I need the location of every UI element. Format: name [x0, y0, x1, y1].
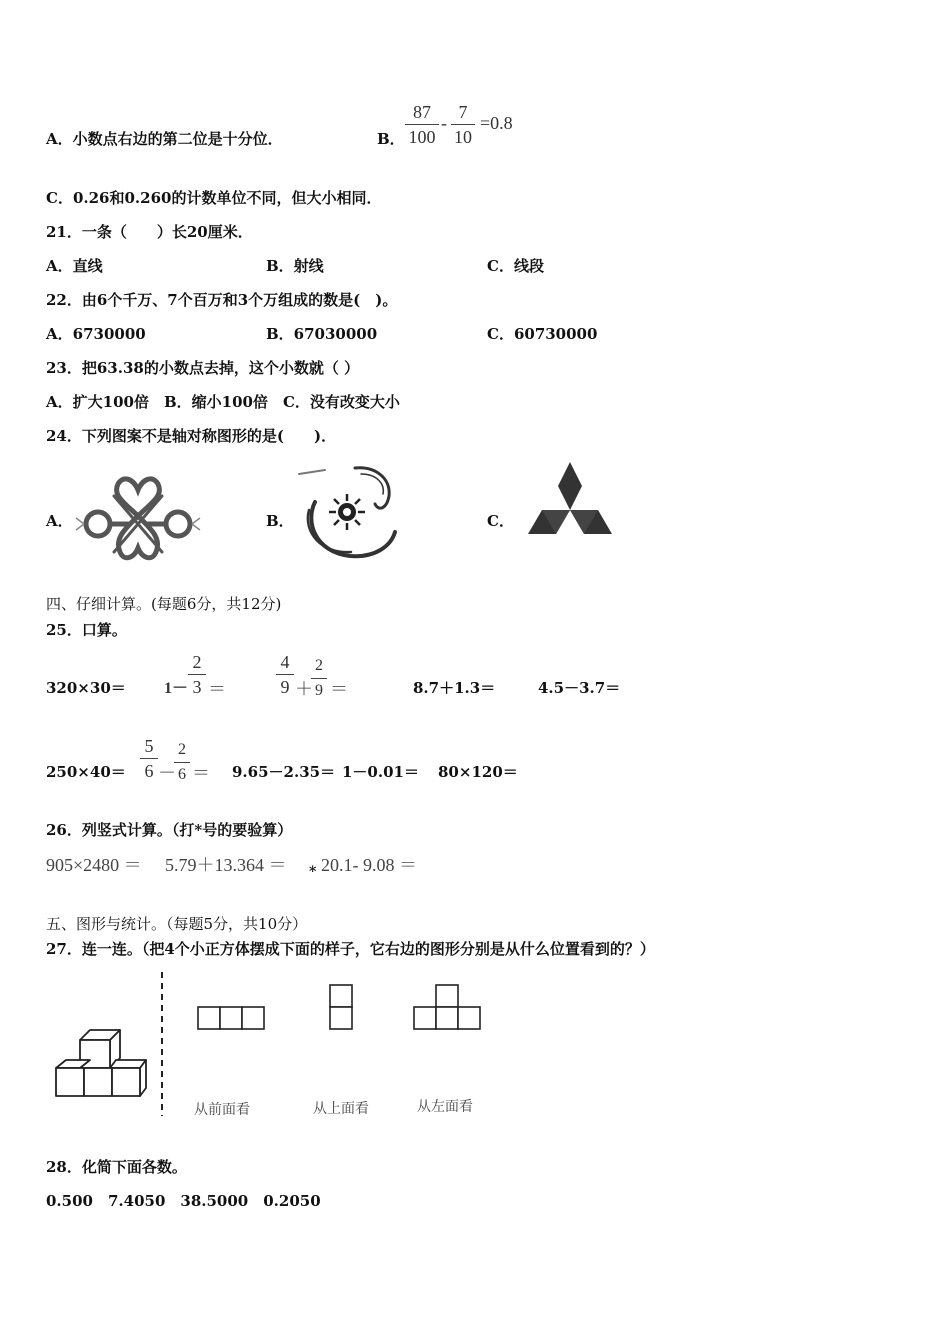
front-view-caption: 从前面看: [194, 1102, 250, 1118]
q26-stem: 26．列竖式计算。（打*号的要验算）: [46, 821, 293, 839]
top-view-image: [326, 982, 356, 1032]
q20-frac1-numerator: 87: [413, 102, 431, 122]
q25-expr-3-numerator-1: 4: [280, 652, 290, 672]
q26-expr-1: 905×2480 ＝: [46, 855, 142, 875]
q21-option-a: A．直线: [46, 257, 103, 275]
q20-option-a: A．小数点右边的第二位是十分位．: [46, 130, 283, 148]
q25-expr-7-minus: －: [158, 763, 176, 783]
q25-expr-3-denominator-1: 9: [280, 677, 290, 697]
q25-expr-7-equals: ＝: [192, 763, 210, 783]
q22-option-a: A．6730000: [46, 325, 146, 343]
q28-numbers: 0.500 7.4050 38.5000 0.2050: [46, 1192, 321, 1210]
swirl-emblem-image: [295, 462, 403, 562]
q25-expr-5: 4.5－3.7＝: [538, 679, 621, 697]
q25-expr-3-numerator-2: 2: [315, 657, 323, 674]
q20-option-b-fraction-2: [451, 102, 475, 147]
q25-expr-7-numerator-1: 5: [144, 736, 154, 756]
section-4-title: 四、仔细计算。(每题6分，共12分): [46, 595, 282, 613]
q24-option-c-label: C．: [487, 512, 514, 530]
q25-expr-2-prefix: 1－: [164, 680, 189, 697]
q25-expr-7-denominator-2: 6: [178, 766, 186, 783]
q25-expr-2-fraction: [188, 652, 206, 697]
q26-check-star: *: [309, 864, 317, 880]
q25-expr-3-fraction-2: [311, 656, 327, 701]
q22-option-c: C．60730000: [487, 325, 598, 343]
left-view-caption: 从左面看: [417, 1099, 473, 1115]
q23-options: A．扩大100倍 B．缩小100倍 C．没有改变大小: [46, 393, 400, 411]
q20-option-c: C．0.26和0.260的计数单位不同，但大小相同．: [46, 189, 382, 207]
q25-expr-6: 250×40＝: [46, 763, 126, 781]
q23-stem: 23．把63.38的小数点去掉，这个小数就（ ）: [46, 359, 360, 377]
q20-option-b-fraction-1: [405, 102, 439, 147]
q25-expr-8: 9.65－2.35＝: [232, 763, 336, 781]
q25-expr-4: 8.7＋1.3＝: [413, 679, 496, 697]
q20-option-b-result: =0.8: [480, 113, 513, 133]
q25-stem: 25．口算。: [46, 621, 127, 639]
q25-expr-3-fraction-1: [276, 652, 294, 697]
q25-expr-7-numerator-2: 2: [178, 741, 186, 758]
q25-expr-9: 1－0.01＝: [342, 763, 419, 781]
q28-stem: 28．化简下面各数。: [46, 1158, 187, 1176]
q27-stem: 27．连一连。（把4个小正方体摆成下面的样子，它右边的图形分别是从什么位置看到的？）: [46, 940, 655, 958]
q25-expr-2-equals: ＝: [208, 679, 226, 699]
q20-frac2-denominator: 10: [454, 127, 472, 147]
q25-expr-7-fraction-2: [174, 740, 190, 785]
q24-option-a-label: A．: [46, 512, 73, 530]
q25-expr-3-plus: ＋: [295, 679, 313, 699]
q25-expr-7-denominator-1: 6: [144, 761, 154, 781]
dashed-divider: [158, 970, 166, 1118]
top-view-caption: 从上面看: [313, 1101, 369, 1117]
q24-option-b-label: B．: [266, 512, 294, 530]
q20-frac2-numerator: 7: [458, 102, 468, 122]
left-view-image: [412, 982, 484, 1032]
three-diamond-logo-image: [525, 460, 617, 558]
q25-expr-7-fraction-1: [140, 736, 158, 781]
q22-stem: 22．由6个千万、7个百万和3个万组成的数是( )。: [46, 291, 398, 309]
section-5-title: 五、图形与统计。（每题5分，共10分）: [46, 915, 308, 933]
q22-option-b: B．67030000: [266, 325, 378, 343]
q25-expr-1: 320×30＝: [46, 679, 126, 697]
q20-frac1-denominator: 100: [408, 127, 436, 147]
q21-option-b: B．射线: [266, 257, 324, 275]
q25-expr-2-numerator: 2: [192, 652, 202, 672]
q25-expr-3-denominator-2: 9: [315, 682, 323, 699]
q26-expr-3: 20.1- 9.08 ＝: [321, 855, 417, 875]
q25-expr-10: 80×120＝: [438, 763, 518, 781]
q20-option-b-label: B．: [377, 130, 405, 148]
q25-expr-3-equals: ＝: [330, 679, 348, 699]
q21-stem: 21．一条（ ）长20厘米．: [46, 223, 253, 241]
front-view-image: [196, 1004, 268, 1032]
q21-option-c: C．线段: [487, 257, 544, 275]
chinese-knot-pattern-image: [74, 474, 202, 566]
q25-expr-2-denominator: 3: [192, 677, 202, 697]
q20-option-b-minus: -: [441, 113, 447, 133]
q24-stem: 24．下列图案不是轴对称图形的是( )．: [46, 427, 337, 445]
cube-arrangement-image: [52, 1026, 150, 1100]
q26-expr-2: 5.79＋13.364 ＝: [165, 855, 287, 875]
